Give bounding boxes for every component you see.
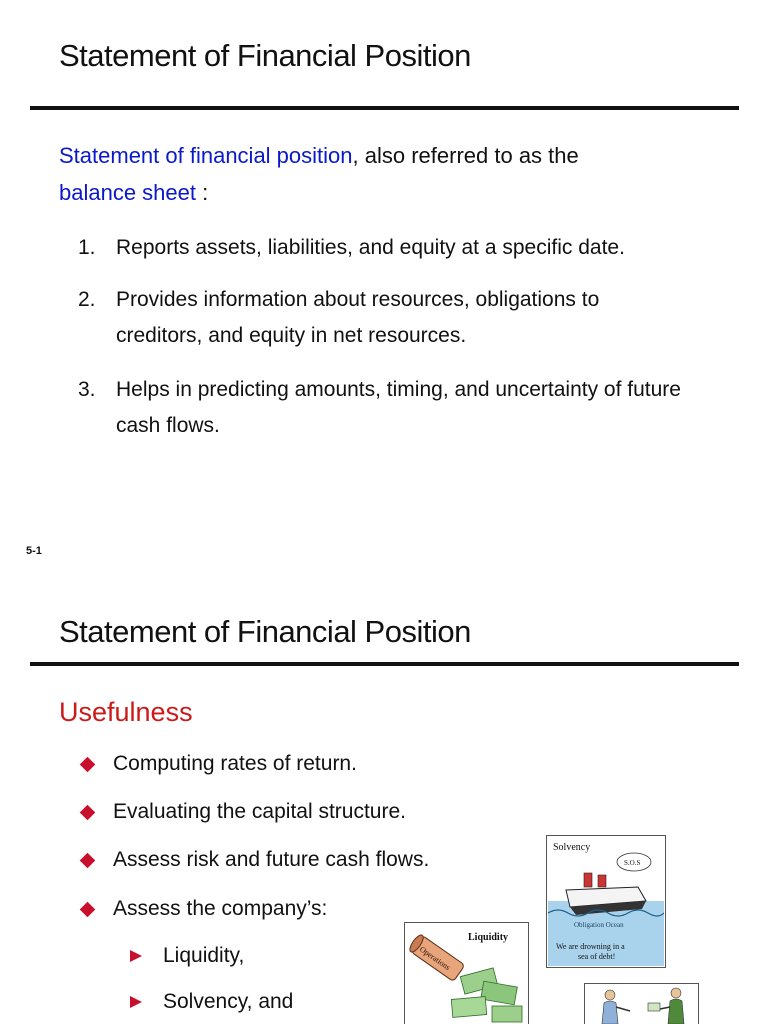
intro-mid-text: , also referred to as the bbox=[352, 143, 579, 168]
solvency-label: Solvency bbox=[553, 842, 591, 853]
diamond-bullet-icon bbox=[80, 804, 96, 820]
item-number: 2. bbox=[78, 288, 96, 311]
intro-end-text: : bbox=[196, 180, 209, 205]
item-number: 1. bbox=[78, 236, 96, 259]
bullet-text: Assess risk and future cash flows. bbox=[113, 848, 430, 871]
numbered-item bbox=[78, 282, 718, 354]
sea-label: Obligation Ocean bbox=[574, 921, 624, 929]
item-text: Helps in predicting amounts, timing, and uncertainty of future cash flows. bbox=[116, 378, 681, 437]
term-statement-of-financial-position: Statement of financial position bbox=[59, 143, 353, 168]
handshake-illustration bbox=[584, 983, 699, 1024]
sub-bullet-text: Solvency, and bbox=[163, 990, 294, 1013]
term-balance-sheet: balance sheet bbox=[59, 180, 196, 205]
slide-number: 5-1 bbox=[26, 545, 42, 557]
solvency-caption-line2: sea of debt! bbox=[578, 952, 616, 961]
slide2-title: Statement of Financial Position bbox=[59, 614, 471, 649]
bullet-text: Assess the company’s: bbox=[113, 897, 328, 920]
numbered-item bbox=[78, 230, 718, 266]
diamond-bullet-icon bbox=[80, 901, 96, 917]
sub-bullet-text: Liquidity, bbox=[163, 944, 245, 967]
title-rule bbox=[30, 662, 739, 666]
intro-paragraph bbox=[59, 137, 699, 211]
solvency-caption-line1: We are drowning in a bbox=[556, 942, 625, 951]
title-rule bbox=[30, 106, 739, 110]
sub-bullet-item bbox=[130, 990, 293, 1014]
liquidity-illustration bbox=[404, 922, 529, 1024]
diamond-bullet-icon bbox=[80, 756, 96, 772]
slide1-title: Statement of Financial Position bbox=[59, 38, 471, 73]
sos-flag-text: S.O.S bbox=[624, 859, 641, 867]
item-text: Provides information about resources, obligations to creditors, and equity in net resources. bbox=[116, 288, 600, 347]
liquidity-label: Liquidity bbox=[468, 932, 509, 943]
bullet-text: Evaluating the capital structure. bbox=[113, 800, 406, 823]
bullet-text: Computing rates of return. bbox=[113, 752, 357, 775]
numbered-item bbox=[78, 372, 718, 444]
solvency-illustration bbox=[546, 835, 666, 968]
usefulness-heading: Usefulness bbox=[59, 697, 193, 727]
diamond-bullet-icon bbox=[80, 852, 96, 868]
triangle-bullet-icon bbox=[130, 950, 142, 962]
bullet-item bbox=[78, 897, 327, 921]
bullet-item bbox=[78, 848, 429, 872]
operations-can-text: Operations bbox=[418, 944, 452, 973]
sub-bullet-item bbox=[130, 944, 244, 968]
triangle-bullet-icon bbox=[130, 996, 142, 1008]
item-text: Reports assets, liabilities, and equity at a specific date. bbox=[116, 236, 625, 259]
bullet-item bbox=[78, 752, 357, 776]
item-number: 3. bbox=[78, 378, 96, 401]
bullet-item bbox=[78, 800, 406, 824]
